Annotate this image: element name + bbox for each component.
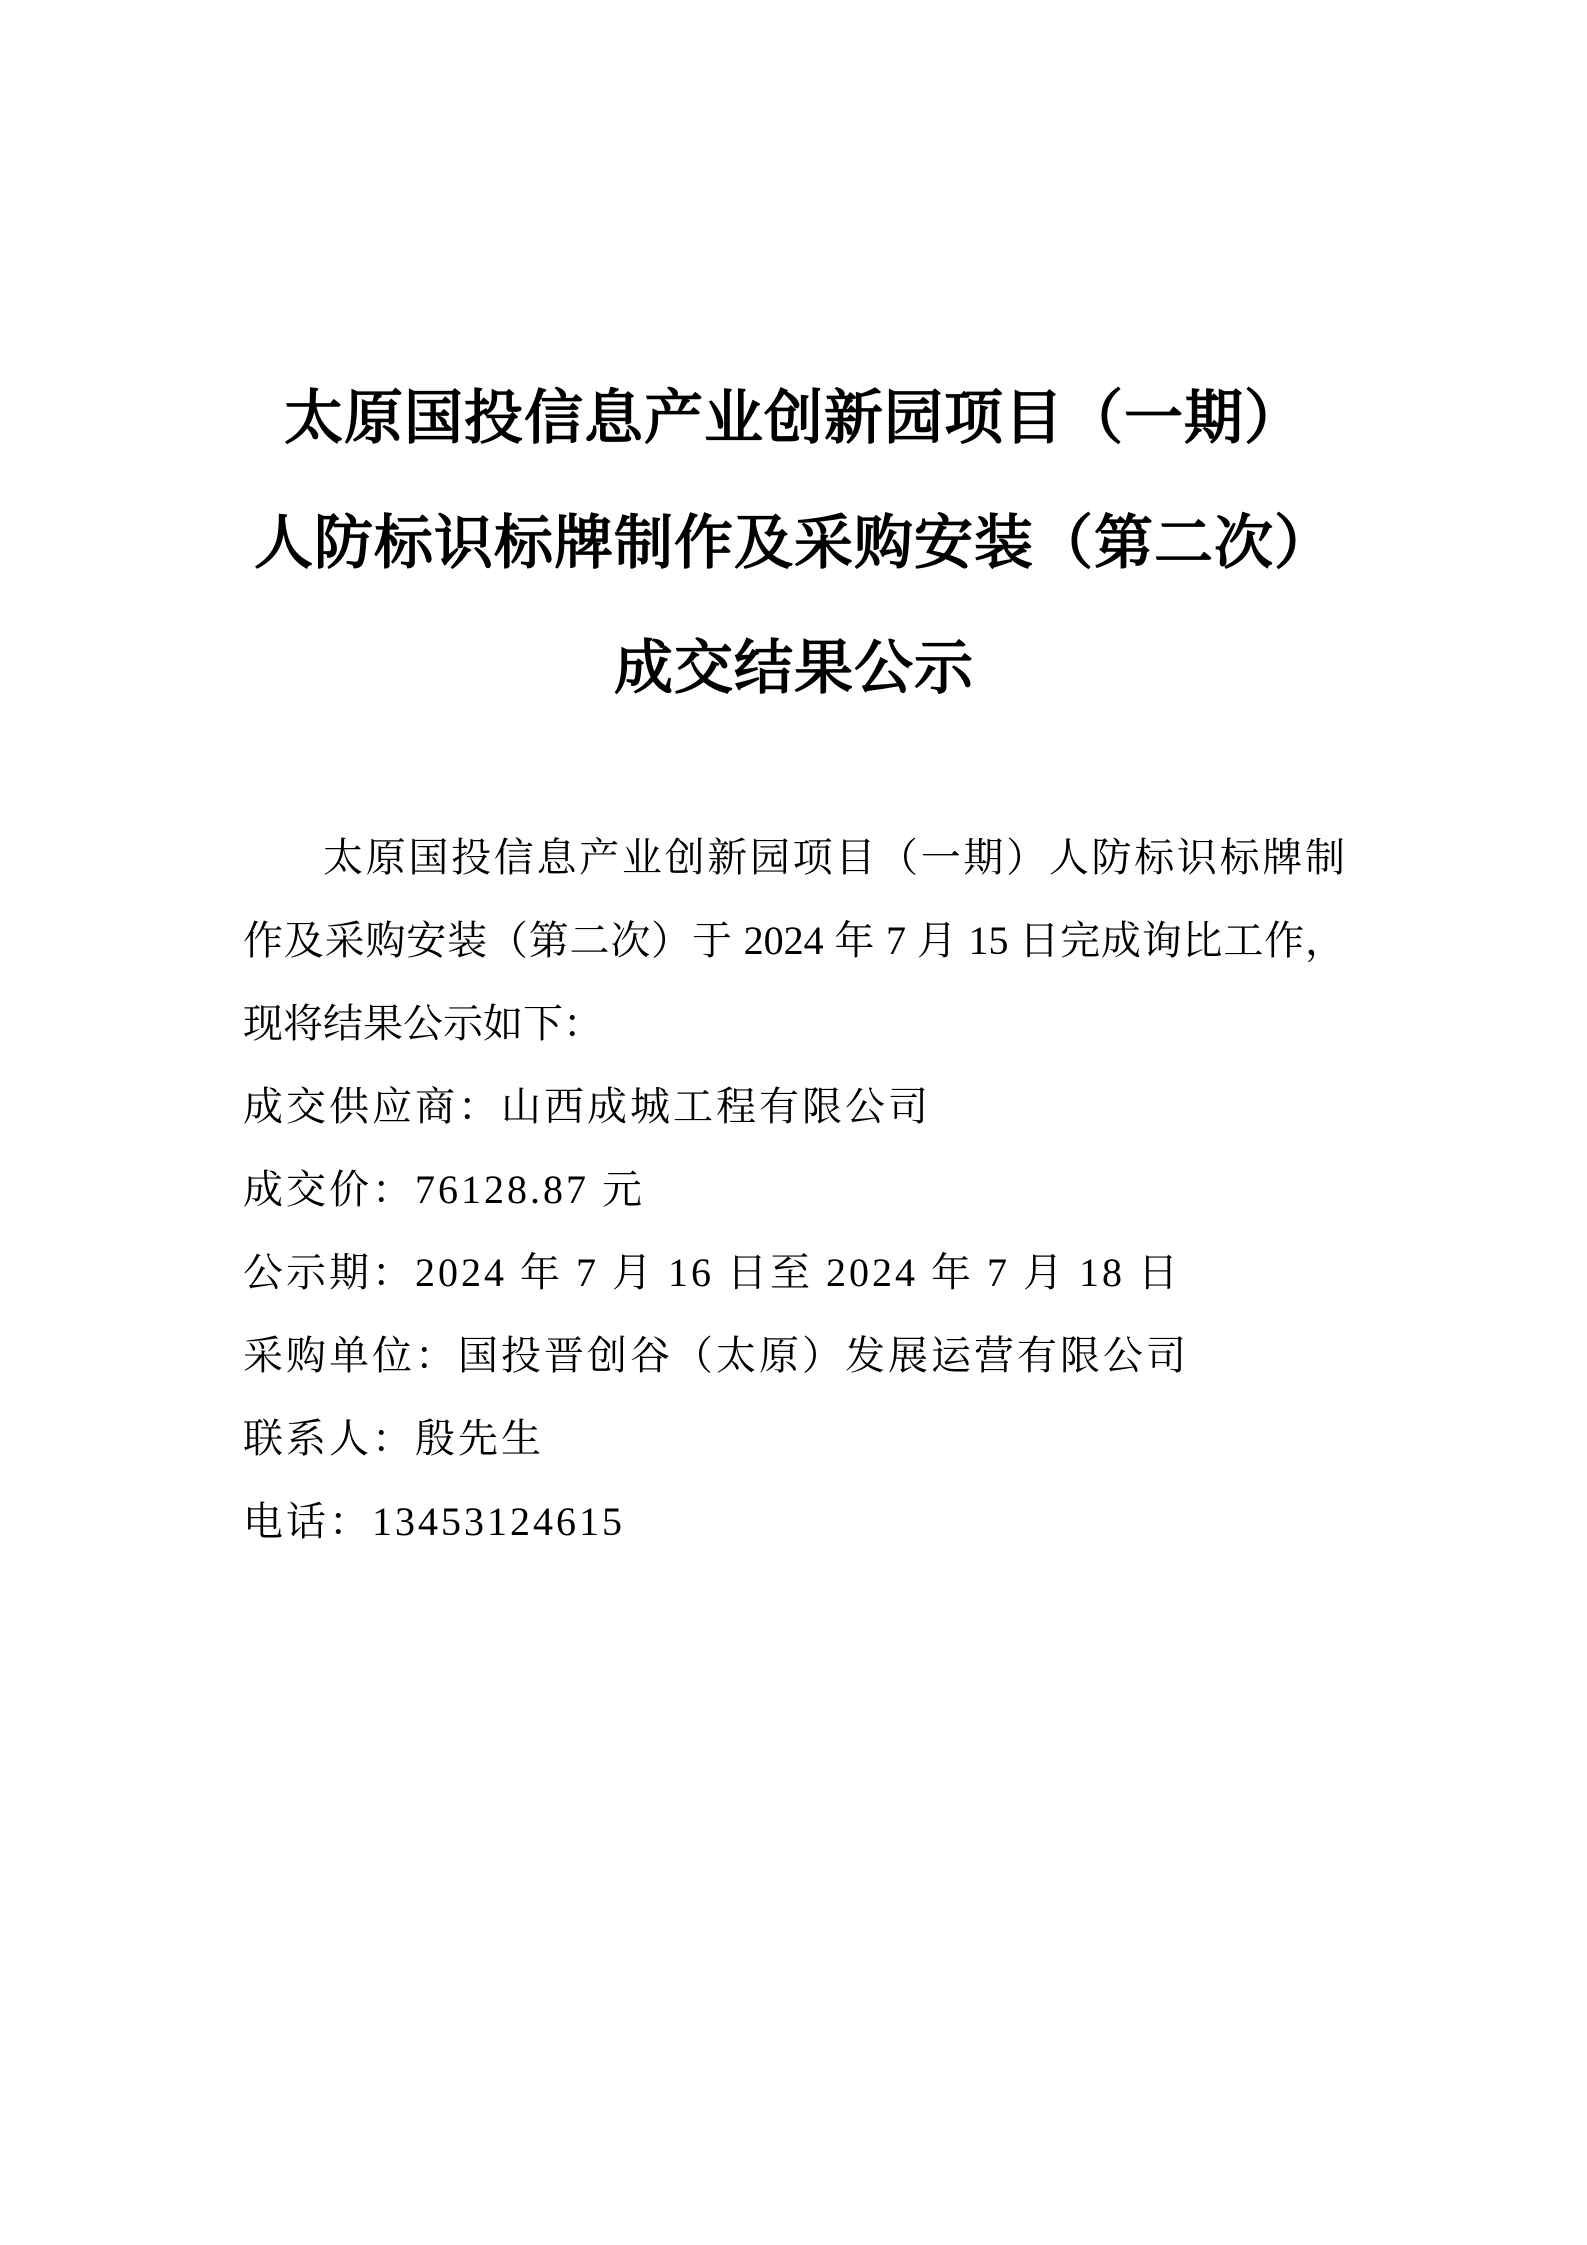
document-title-line-2: 人防标识标牌制作及采购安装（第二次） — [253, 510, 1334, 576]
supplier-label: 成交供应商： — [243, 1084, 501, 1129]
purchaser-value: 国投晋创谷（太原）发展运营有限公司 — [458, 1333, 1189, 1378]
phone-line — [243, 1480, 1345, 1563]
contact-person-value: 殷先生 — [415, 1416, 544, 1461]
contact-person-line — [243, 1397, 1345, 1480]
purchaser-label: 采购单位： — [243, 1333, 458, 1378]
document-title-line-3: 成交结果公示 — [613, 635, 974, 701]
publicity-period-line — [243, 1231, 1345, 1314]
supplier-value: 山西成城工程有限公司 — [501, 1084, 931, 1129]
phone-value: 13453124615 — [372, 1499, 625, 1544]
phone-label: 电话： — [243, 1499, 372, 1544]
document-title — [243, 356, 1345, 731]
price-line — [243, 1148, 1345, 1231]
announcement-body — [243, 816, 1345, 1563]
contact-person-label: 联系人： — [243, 1416, 415, 1461]
price-label: 成交价： — [243, 1167, 415, 1212]
publicity-period-label: 公示期： — [243, 1250, 415, 1295]
document-title-line-1: 太原国投信息产业创新园项目（一期） — [283, 385, 1304, 451]
paragraph-line-1: 太原国投信息产业创新园项目（一期）人防标识标牌制 — [323, 835, 1345, 880]
price-value: 76128.87 元 — [415, 1167, 645, 1212]
publicity-period-value: 2024 年 7 月 16 日至 2024 年 7 月 18 日 — [415, 1250, 1181, 1295]
purchaser-line — [243, 1314, 1345, 1397]
paragraph-line-3: 现将结果公示如下： — [243, 1001, 603, 1046]
supplier-line — [243, 1065, 1345, 1148]
paragraph-line-2: 作及采购安装（第二次）于 2024 年 7 月 15 日完成询比工作， — [243, 918, 1345, 963]
